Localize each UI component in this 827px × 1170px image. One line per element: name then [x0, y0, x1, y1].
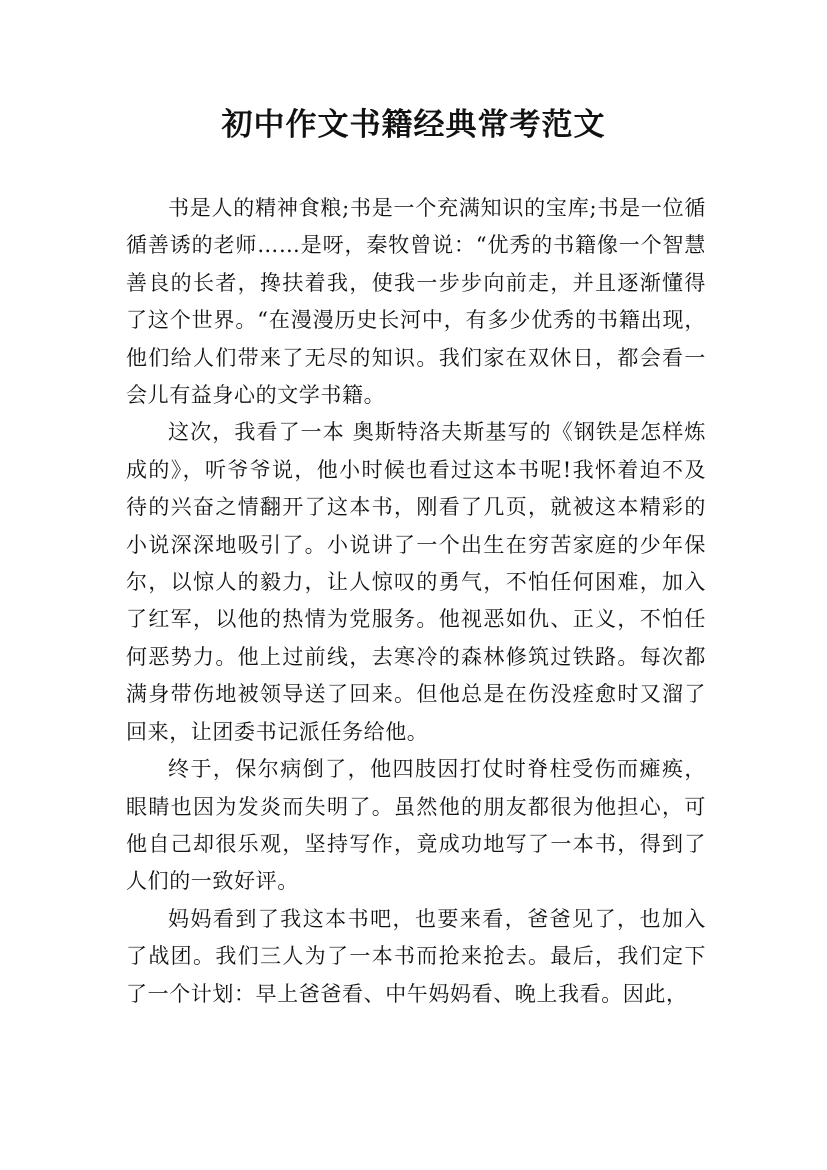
paragraph: 终于，保尔病倒了，他四肢因打仗时脊柱受伤而瘫痪，眼睛也因为发炎而失明了。虽然他的朋友都很为他担心，可他自己却很乐观，坚持写作，竟成功地写了一本书，得到了人们的一致好评。 — [126, 757, 706, 894]
document-body — [126, 190, 706, 1013]
paragraph: 书是人的精神食粮;书是一个充满知识的宝库;书是一位循循善诱的老师……是呀，秦牧曾说：“优秀的书籍像一个智慧善良的长者，搀扶着我，使我一步步向前走，并且逐渐懂得了这个世界。“在漫漫历史长河中，有多少优秀的书籍出现，他们给人们带来了无尽的知识。我们家在双休日，都会看一会儿有益身心的文学书籍。 — [126, 196, 706, 408]
paragraph: 妈妈看到了我这本书吧，也要来看，爸爸见了，也加入了战团。我们三人为了一本书而抢来抢去。最后，我们定下了一个计划：早上爸爸看、中午妈妈看、晚上我看。因此， — [126, 906, 706, 1006]
paragraph: 这次，我看了一本 奥斯特洛夫斯基写的《钢铁是怎样炼成的》，听爷爷说，他小时候也看过这本书呢!我怀着迫不及待的兴奋之情翻开了这本书，刚看了几页，就被这本精彩的小说深深地吸引了。小说讲了一个出生在穷苦家庭的少年保尔，以惊人的毅力，让人惊叹的勇气，不怕任何困难，加入了红军，以他的热情为党服务。他视恶如仇、正义，不怕任何恶势力。他上过前线，去寒冷的森林修筑过铁路。每次都满身带伤地被领导送了回来。但他总是在伤没痊愈时又溜了回来，让团委书记派任务给他。 — [126, 420, 706, 744]
document-title: 初中作文书籍经典常考范文 — [221, 107, 606, 143]
